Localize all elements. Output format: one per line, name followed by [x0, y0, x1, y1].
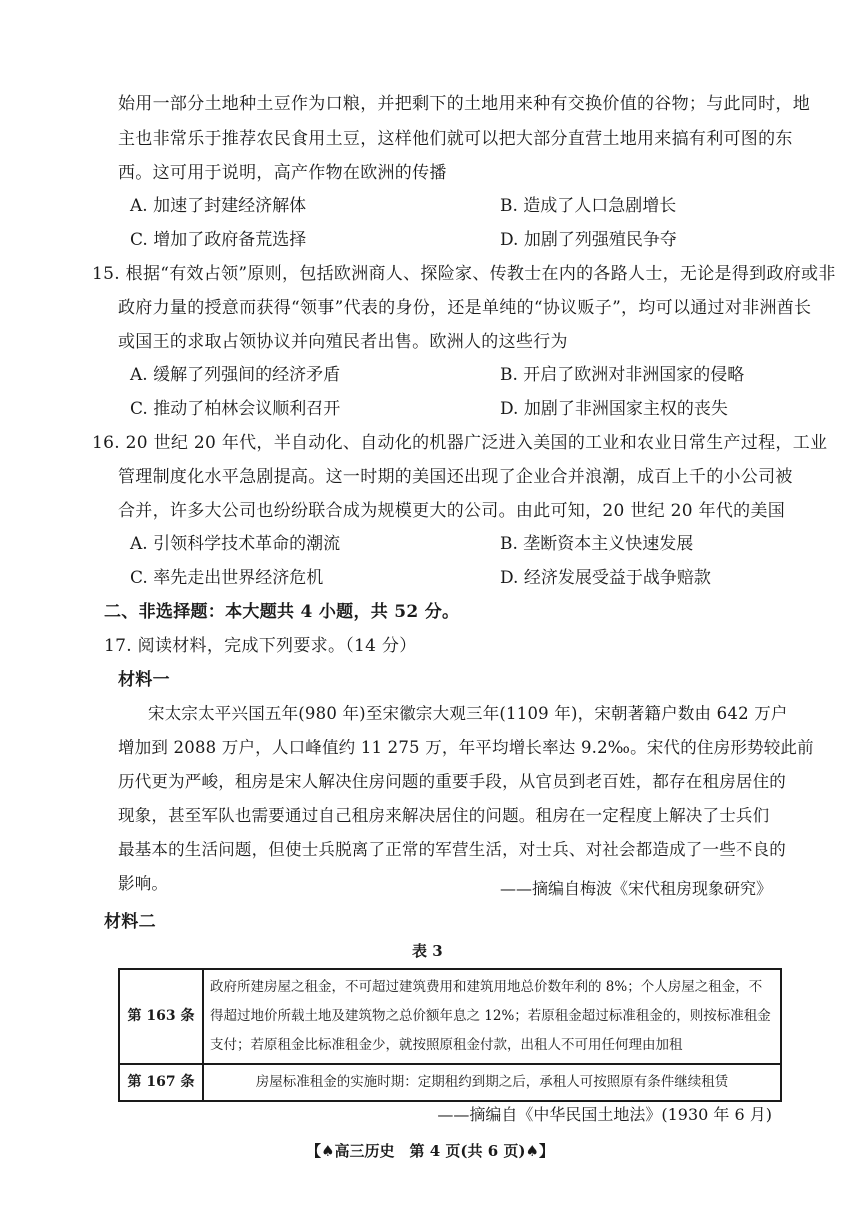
article-text: 政府所建房屋之租金，不可超过建筑费用和建筑用地总价数年利的 8%；个人房屋之租金，不得超过地价所载土地及建筑物之总价额年息之 12%；若原租金超过标准租金的，则按标准租金支付；若原租金比标准租金少，就按照原租金付款，出租人不可用任何理由加租: [203, 969, 781, 1064]
land-law-table: [118, 968, 782, 1102]
q16-option-c: C. 率先走出世界经济危机: [130, 568, 324, 588]
q16-option-b: B. 垄断资本主义快速发展: [500, 534, 694, 554]
spade-icon: ♠: [321, 1142, 335, 1160]
q16-option-a: A. 引领科学技术革命的潮流: [130, 534, 341, 554]
table-row: [119, 1064, 781, 1101]
spade-icon: ♠: [525, 1142, 539, 1160]
q15-option-d: D. 加剧了非洲国家主权的丧失: [500, 399, 728, 419]
article-number: 第 167 条: [119, 1064, 203, 1101]
material1-line-3: 历代更为严峻，租房是宋人解决住房问题的重要手段，从官员到老百姓，都存在租房居住的: [118, 772, 786, 791]
q14-option-d: D. 加剧了列强殖民争夺: [500, 230, 677, 250]
q16-option-d: D. 经济发展受益于战争赔款: [500, 568, 711, 588]
q15-line-3: 或国王的求取占领协议并向殖民者出售。欧洲人的这些行为: [118, 332, 568, 352]
page-footer: [0, 1140, 860, 1161]
article-number: 第 163 条: [119, 969, 203, 1064]
section-heading: 二、非选择题：本大题共 4 小题，共 52 分。: [104, 602, 460, 622]
table-row: [119, 969, 781, 1064]
q16-line-1: 16. 20 世纪 20 年代，半自动化、自动化的机器广泛进入美国的工业和农业日常生产过程，工业: [92, 433, 828, 453]
q14-line-2: 主也非常乐于推荐农民食用土豆，这样他们就可以把大部分直营土地用来搞有利可图的东: [118, 129, 793, 149]
footer-text: 高三历史 第 4 页(共 6 页): [334, 1142, 526, 1160]
material1-label: 材料一: [118, 670, 170, 690]
material2-label: 材料二: [104, 912, 156, 932]
q14-line-1: 始用一部分土地种土豆作为口粮，并把剩下的土地用来种有交换价值的谷物；与此同时，地: [118, 94, 810, 114]
q14-option-c: C. 增加了政府备荒选择: [130, 230, 307, 250]
q15-option-b: B. 开启了欧洲对非洲国家的侵略: [500, 365, 745, 385]
q15-line-1: 15. 根据“有效占领”原则，包括欧洲商人、探险家、传教士在内的各路人士，无论是得到政府或非: [92, 264, 836, 284]
table-title: 表 3: [412, 942, 443, 960]
material1-line-4: 现象，甚至军队也需要通过自己租房来解决居住的问题。租房在一定程度上解决了士兵们: [118, 806, 770, 825]
material1-line-5: 最基本的生活问题，但使士兵脱离了正常的军营生活，对士兵、对社会都造成了一些不良的: [118, 840, 786, 859]
material1-line-1: 宋太宗太平兴国五年(980 年)至宋徽宗大观三年(1109 年)，宋朝著籍户数由 642 万户: [148, 704, 788, 723]
q16-line-2: 管理制度化水平急剧提高。这一时期的美国还出现了企业合并浪潮，成百上千的小公司被: [118, 467, 793, 487]
material1-source: ——摘编自梅波《宋代租房现象研究》: [499, 879, 772, 898]
footer-bracket-right: 】: [538, 1142, 554, 1160]
q15-option-a: A. 缓解了列强间的经济矛盾: [130, 365, 341, 385]
material1-line-6: 影响。: [118, 874, 169, 893]
article-text: 房屋标准租金的实施时期：定期租约到期之后，承租人可按照原有条件继续租赁: [203, 1064, 781, 1101]
q17-prompt: 17. 阅读材料，完成下列要求。（14 分）: [104, 636, 417, 656]
q14-option-b: B. 造成了人口急剧增长: [500, 196, 677, 216]
q14-line-3: 西。这可用于说明，高产作物在欧洲的传播: [118, 163, 447, 183]
q15-line-2: 政府力量的授意而获得“领事”代表的身份，还是单纯的“协议贩子”，均可以通过对非洲酋长: [118, 298, 812, 318]
q15-option-c: C. 推动了柏林会议顺利召开: [130, 399, 341, 419]
footer-bracket-left: 【: [306, 1142, 322, 1160]
q16-line-3: 合并，许多大公司也纷纷联合成为规模更大的公司。由此可知，20 世纪 20 年代的美国: [118, 501, 786, 521]
q14-option-a: A. 加速了封建经济解体: [130, 196, 307, 216]
material2-source: ——摘编自《中华民国土地法》(1930 年 6 月): [437, 1105, 772, 1124]
material1-line-2: 增加到 2088 万户，人口峰值约 11 275 万，年平均增长率达 9.2‰。宋代的住房形势较此前: [118, 738, 814, 757]
